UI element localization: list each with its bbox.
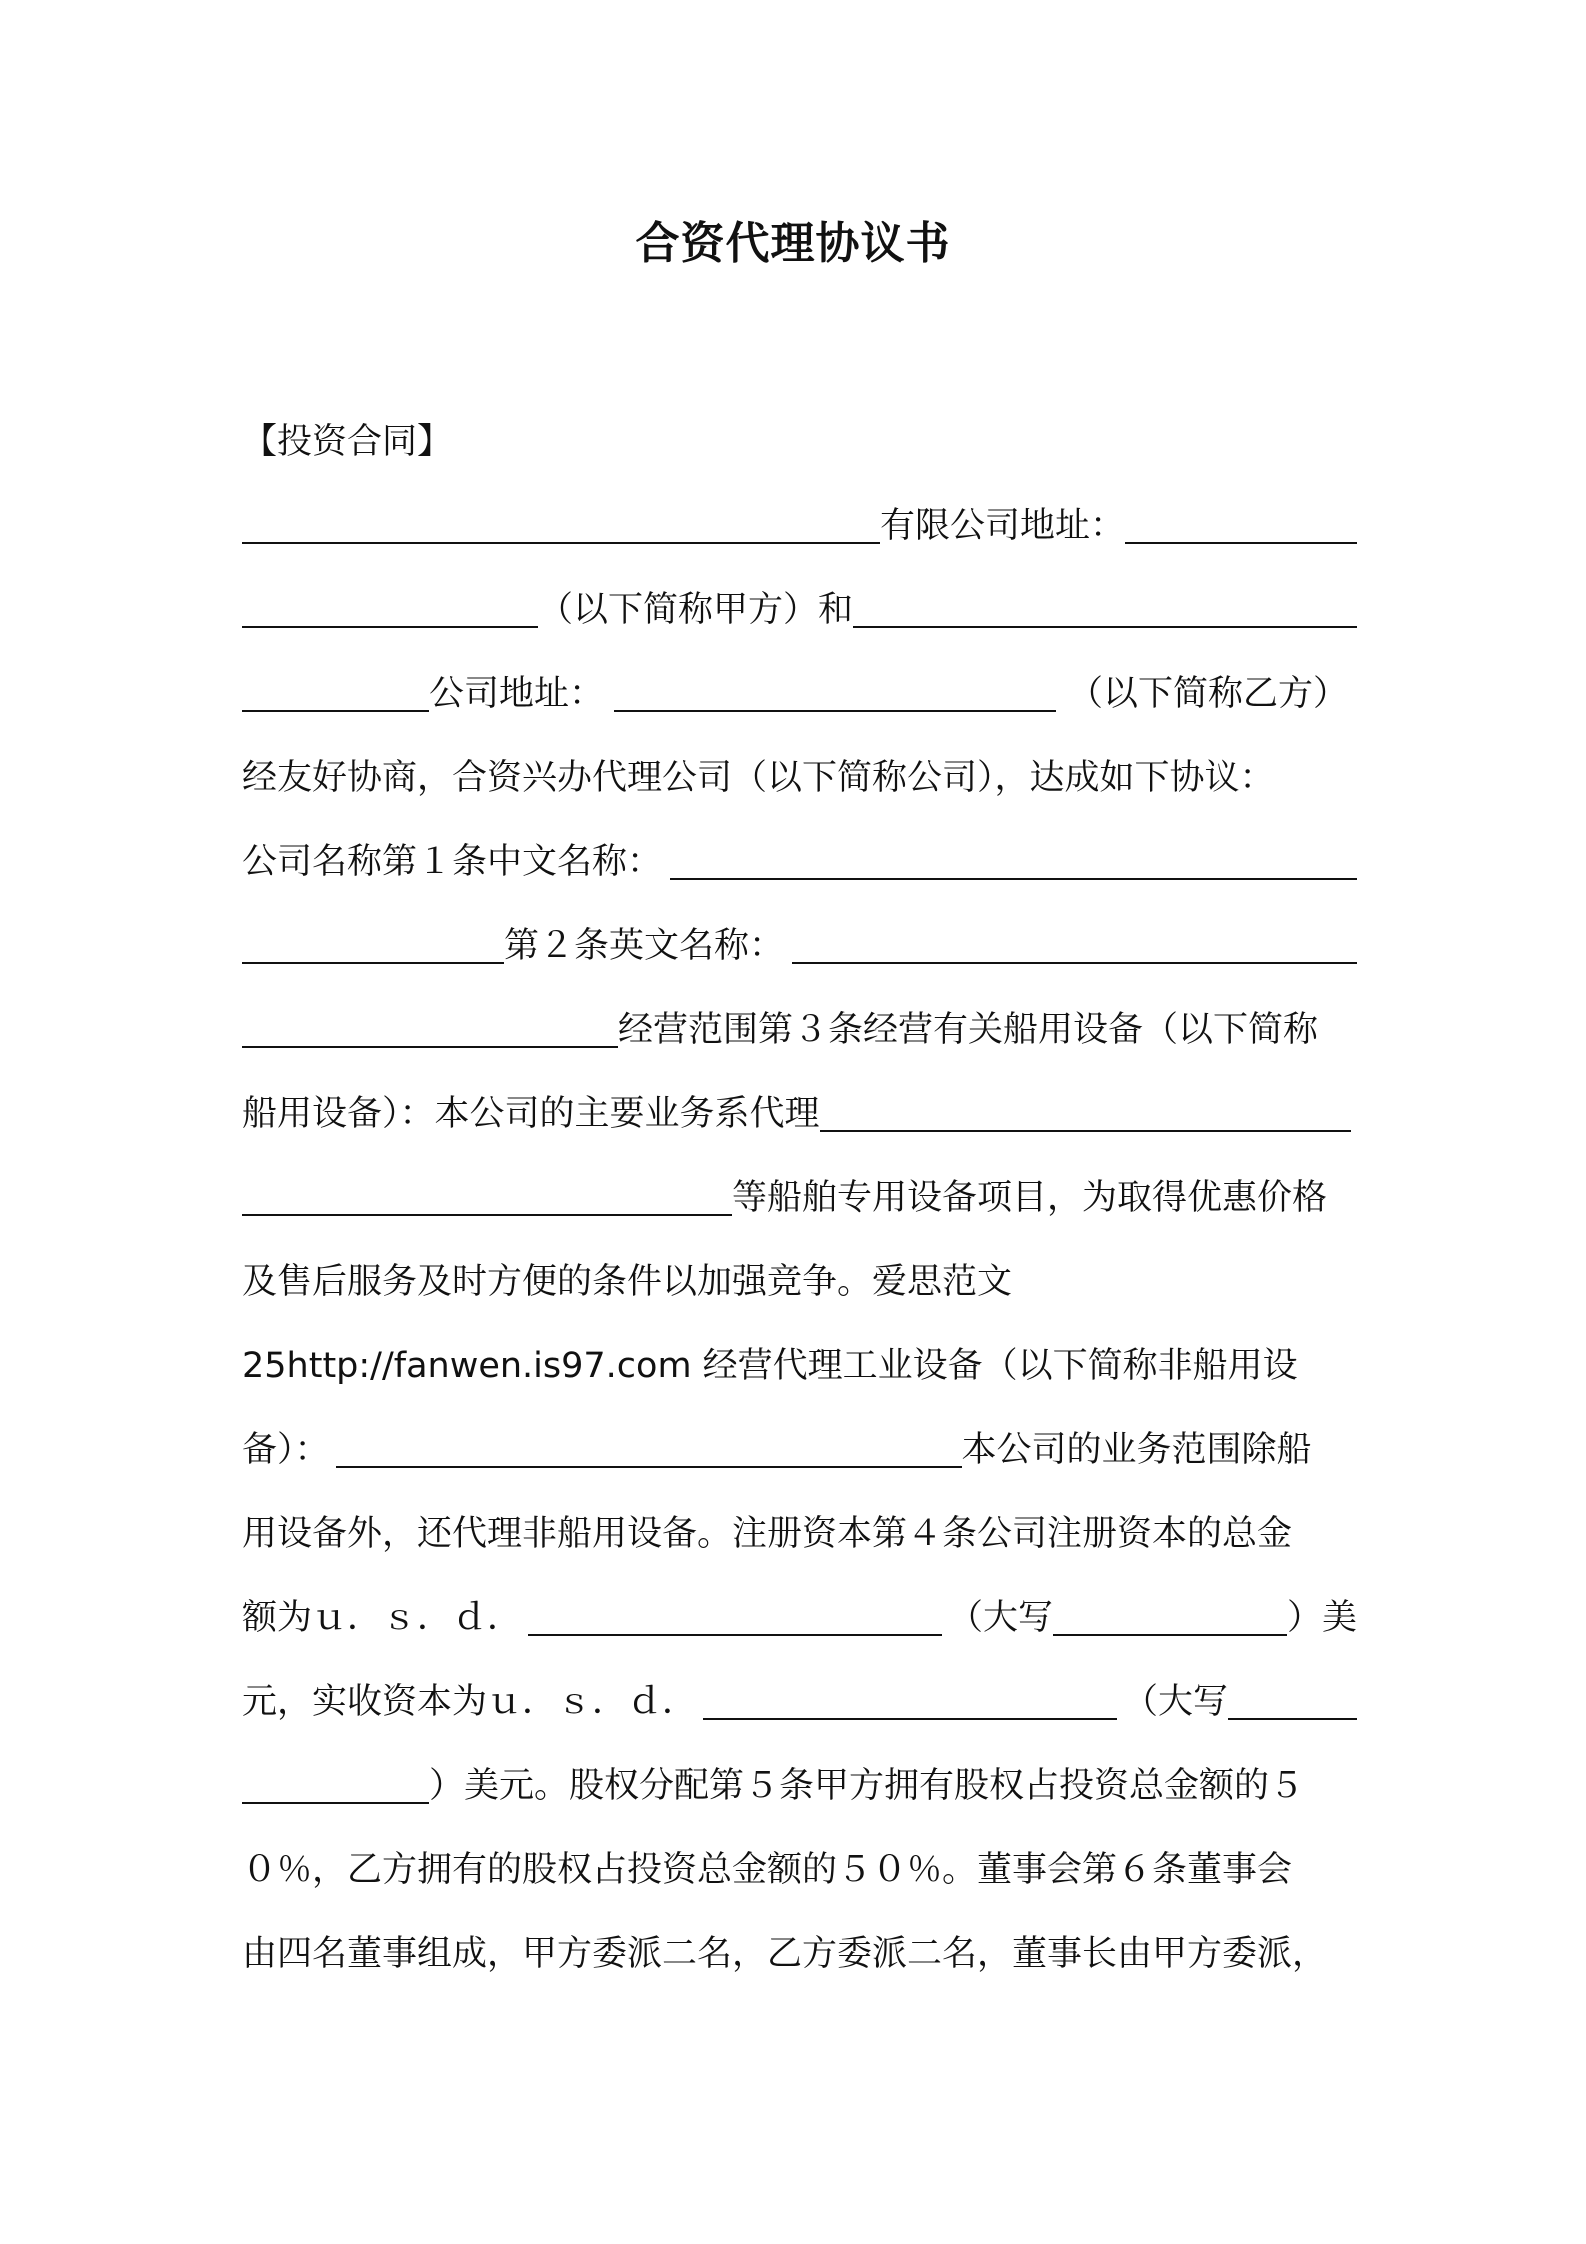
text-line-6 — [242, 744, 1357, 804]
blank-field[interactable] — [242, 1006, 618, 1048]
text-line-14 — [242, 1416, 1357, 1476]
text-segment: 有限公司地址： — [880, 506, 1126, 546]
text-line-9 — [242, 996, 1357, 1056]
blank-field[interactable] — [242, 1762, 429, 1804]
text-segment: 用设备外，还代理非船用设备。注册资本第４条公司注册资本的总金 — [242, 1514, 1293, 1554]
blank-field[interactable] — [614, 670, 1056, 712]
text-segment: 本公司的业务范围除船 — [961, 1430, 1312, 1470]
text-segment: 公司地址： — [429, 674, 605, 714]
text-line-4 — [242, 576, 1357, 636]
text-line-12 — [242, 1248, 1357, 1308]
text-segment: 公司名称第１条中文名称： — [242, 842, 663, 882]
text-line-8 — [242, 912, 1357, 972]
text-segment: 由四名董事组成，甲方委派二名，乙方委派二名，董事长由甲方委派， — [242, 1934, 1328, 1974]
blank-field[interactable] — [242, 502, 880, 544]
text-segment: ）美元。股权分配第５条甲方拥有股权占投资总金额的５ — [429, 1766, 1305, 1806]
section-heading: 【投资合同】 — [242, 422, 453, 462]
text-segment: （大写 — [948, 1598, 1054, 1638]
text-line-11 — [242, 1164, 1357, 1224]
blank-field[interactable] — [820, 1090, 1351, 1132]
blank-field[interactable] — [792, 922, 1357, 964]
text-line-16 — [242, 1584, 1357, 1644]
blank-field[interactable] — [242, 922, 504, 964]
text-line-5 — [242, 660, 1357, 720]
text-line-10 — [242, 1080, 1357, 1140]
text-segment: 第２条英文名称： — [504, 926, 785, 966]
text-segment: 等船舶专用设备项目，为取得优惠价格 — [732, 1178, 1328, 1218]
text-segment: （大写 — [1123, 1682, 1229, 1722]
blank-field[interactable] — [703, 1678, 1117, 1720]
text-line-13 — [242, 1332, 1357, 1392]
blank-field[interactable] — [528, 1594, 942, 1636]
text-line-19 — [242, 1836, 1357, 1896]
text-segment: 元，实收资本为ｕ．ｓ．ｄ． — [242, 1682, 698, 1722]
text-segment: 备）： — [242, 1430, 330, 1470]
text-line-15 — [242, 1500, 1357, 1560]
text-segment: （以下简称乙方） — [1068, 674, 1349, 714]
blank-field[interactable] — [1053, 1594, 1287, 1636]
text-segment: 25http://fanwen.is97.com 经营代理工业设备（以下简称非船用设 — [242, 1346, 1298, 1386]
text-segment: 经友好协商，合资兴办代理公司（以下简称公司），达成如下协议： — [242, 758, 1275, 798]
text-segment: ）美 — [1286, 1598, 1357, 1638]
document-title: 合资代理协议书 — [635, 218, 951, 269]
blank-field[interactable] — [242, 1174, 732, 1216]
blank-field[interactable] — [336, 1426, 962, 1468]
text-line-7 — [242, 828, 1357, 888]
text-line-20 — [242, 1920, 1357, 1980]
section-heading-line — [242, 408, 1357, 468]
text-segment: 船用设备）：本公司的主要业务系代理 — [242, 1094, 820, 1134]
text-line-17 — [242, 1668, 1357, 1728]
text-segment: 经营范围第３条经营有关船用设备（以下简称 — [618, 1010, 1319, 1050]
blank-field[interactable] — [1125, 502, 1357, 544]
text-segment: ０％，乙方拥有的股权占投资总金额的５０％。董事会第６条董事会 — [242, 1850, 1293, 1890]
text-segment: 及售后服务及时方便的条件以加强竞争。爱思范文 — [242, 1262, 1013, 1302]
text-line-18 — [242, 1752, 1357, 1812]
blank-field[interactable] — [1228, 1678, 1357, 1720]
blank-field[interactable] — [242, 586, 538, 628]
blank-field[interactable] — [853, 586, 1357, 628]
blank-field[interactable] — [242, 670, 429, 712]
text-line-3 — [242, 492, 1357, 552]
text-segment: （以下简称甲方）和 — [538, 590, 854, 630]
blank-field[interactable] — [670, 838, 1357, 880]
text-segment: 额为ｕ．ｓ．ｄ． — [242, 1598, 523, 1638]
